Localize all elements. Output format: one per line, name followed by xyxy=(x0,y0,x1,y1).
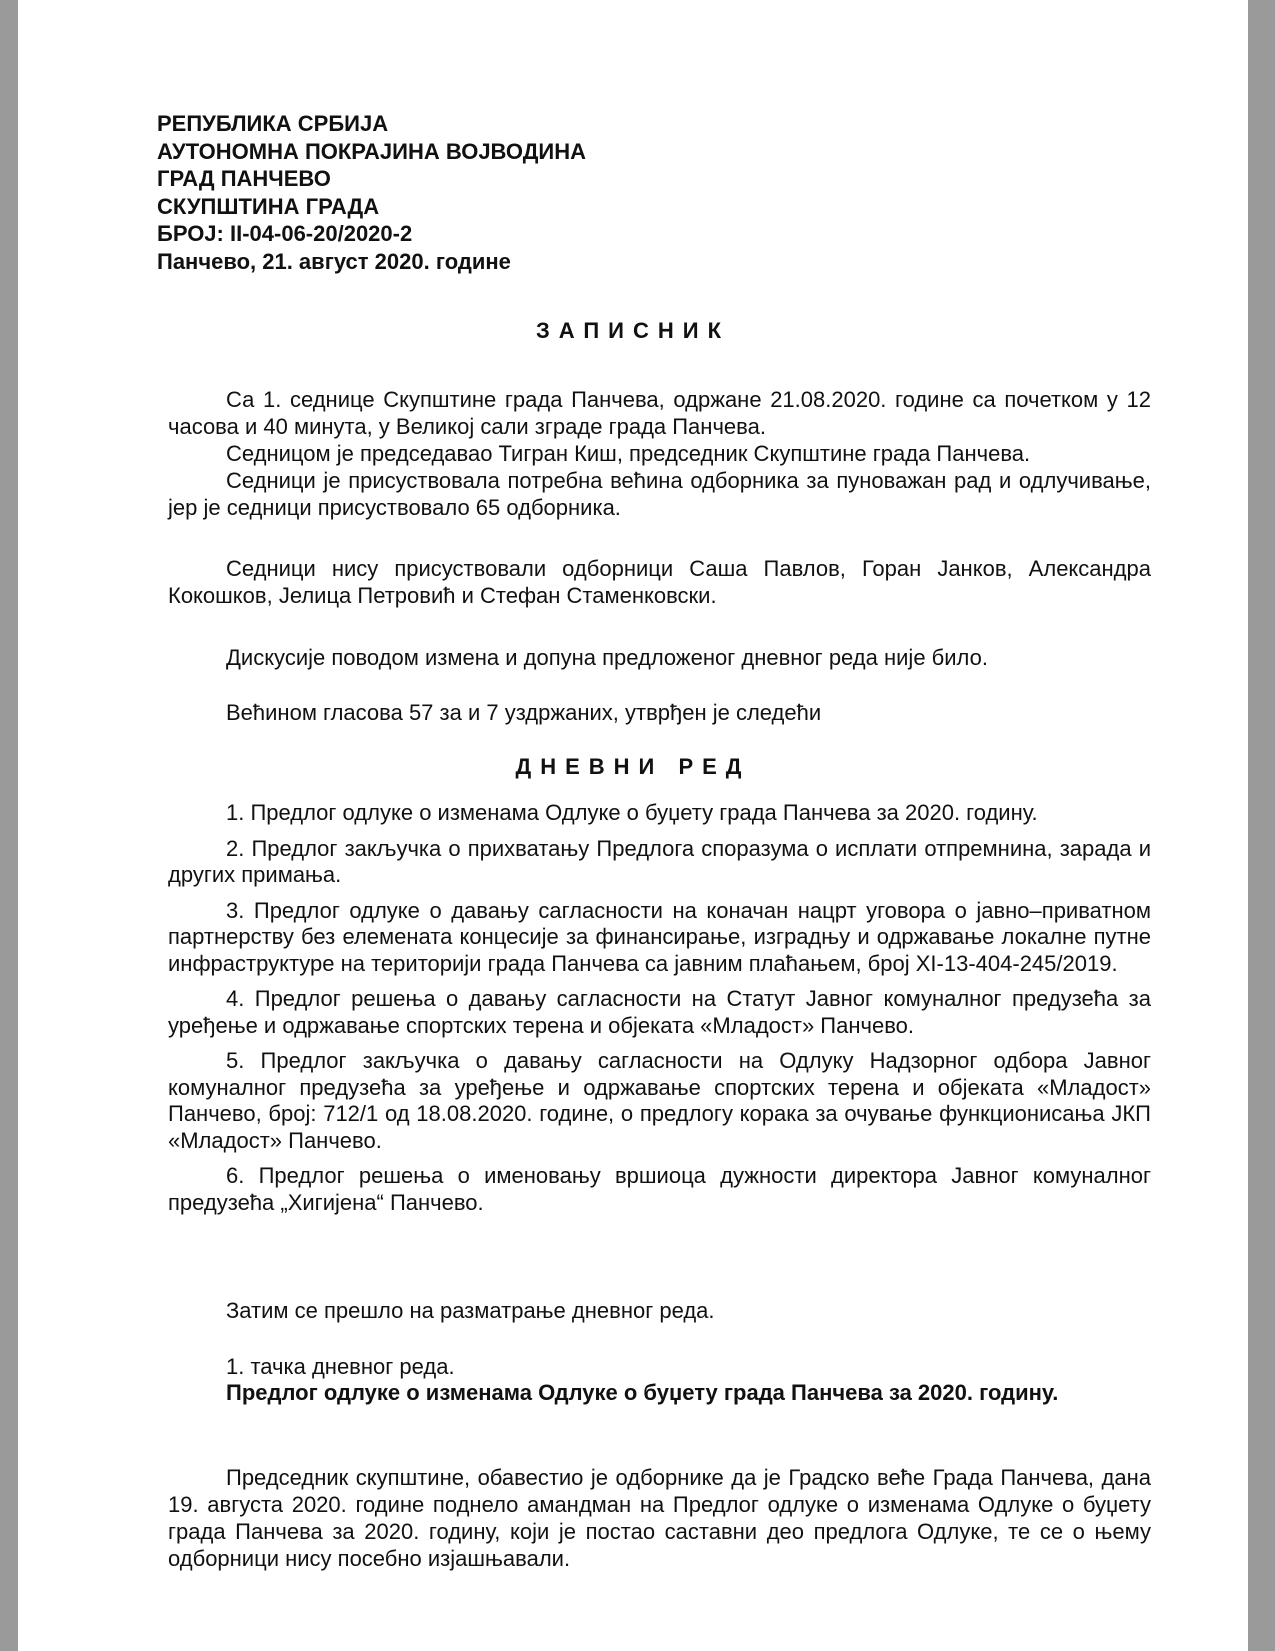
document-page xyxy=(18,0,1248,1651)
header-line: АУТОНОМНА ПОКРАЈИНА ВОЈВОДИНА xyxy=(157,138,586,164)
intro-paragraph: Са 1. седнице Скупштине града Панчева, одржане 21.08.2020. године са почетком у 12 часова и 40 минута, у Великој сали зграде града Панчева. xyxy=(168,387,1151,439)
agenda-item: 3. Предлог одлуке о давању сагласности на коначан нацрт уговора о јавно–приватном партнерству без елемената концесије за финансирање, изградњу и одржавање локалне путне инфраструктуре на територији града Панчева са јавним плаћањем, број XI-13-404-245/2019. xyxy=(168,897,1151,976)
point-text: Председник скупштине, обавестио је одборнике да је Градско веће Града Панчева, дана 19. августа 2020. године поднело амандман на Предлог одлуке о изменама Одлуке о буџету града Панчева за 2020. годину, који је постао саставни део предлога Одлуке, те се о њему одборници нису посебно изјашњавали. xyxy=(168,1465,1151,1571)
intro-paragraph: Седници је присуствовала потребна већина одборника за пуноважан рад и одлучивање, јер је седници присуствовало 65 одборника. xyxy=(168,468,1151,520)
discussion-paragraph: Дискусије поводом измена и допуна предложеног дневног реда није било. xyxy=(226,645,988,670)
document-header xyxy=(157,110,586,275)
agenda-list xyxy=(168,800,1151,1225)
intro-paragraph: Седницом је председавао Тигран Киш, председник Скупштине града Панчева. xyxy=(226,441,1031,466)
agenda-item: 6. Предлог решења о именовању вршиоца дужности директора Јавног комуналног предузећа „Хигијена“ Панчево. xyxy=(168,1163,1151,1215)
header-line: РЕПУБЛИКА СРБИЈА xyxy=(157,111,389,136)
agenda-item: 1. Предлог одлуке о изменама Одлуке о буџету града Панчева за 2020. годину. xyxy=(226,800,1038,825)
agenda-item: 2. Предлог закључка о прихватању Предлога споразума о исплати отпремнина, зарада и других примања. xyxy=(168,835,1151,887)
absent-paragraph: Седници нису присуствовали одборници Саша Павлов, Горан Јанков, Александра Кокошков, Јелица Петровић и Стефан Стаменковски. xyxy=(168,556,1151,608)
vote-paragraph: Већином гласова 57 за и 7 уздржаних, утврђен је следећи xyxy=(226,700,822,725)
point-title: Предлог одлуке о изменама Одлуке о буџету града Панчева за 2020. годину. xyxy=(226,1380,1059,1405)
document-title: ЗАПИСНИК xyxy=(535,318,731,343)
header-line: ГРАД ПАНЧЕВО xyxy=(157,166,331,191)
document-number: БРОЈ: II-04-06-20/2020-2 xyxy=(157,221,413,246)
header-line: СКУПШТИНА ГРАДА xyxy=(157,193,380,219)
intro-section xyxy=(168,386,1151,521)
agenda-title: ДНЕВНИ РЕД xyxy=(515,754,751,779)
agenda-item: 5. Предлог закључка о давању сагласности на Одлуку Надзорног одбора Јавног комуналног предузећа за уређење и одржавање спортских терена и објеката «Младост» Панчево, број: 712/1 од 18.08.2020. године, о предлогу корака за очување функционисања ЈКП «Младост» Панчево. xyxy=(168,1048,1151,1153)
document-date: Панчево, 21. август 2020. године xyxy=(157,248,511,274)
agenda-item: 4. Предлог решења о давању сагласности на Статут Јавног комуналног предузећа за уређење и одржавање спортских терена и објеката «Младост» Панчево. xyxy=(168,986,1151,1038)
point-label: 1. тачка дневног реда. xyxy=(226,1354,455,1379)
transition-paragraph: Затим се прешло на разматрање дневног реда. xyxy=(226,1298,715,1323)
